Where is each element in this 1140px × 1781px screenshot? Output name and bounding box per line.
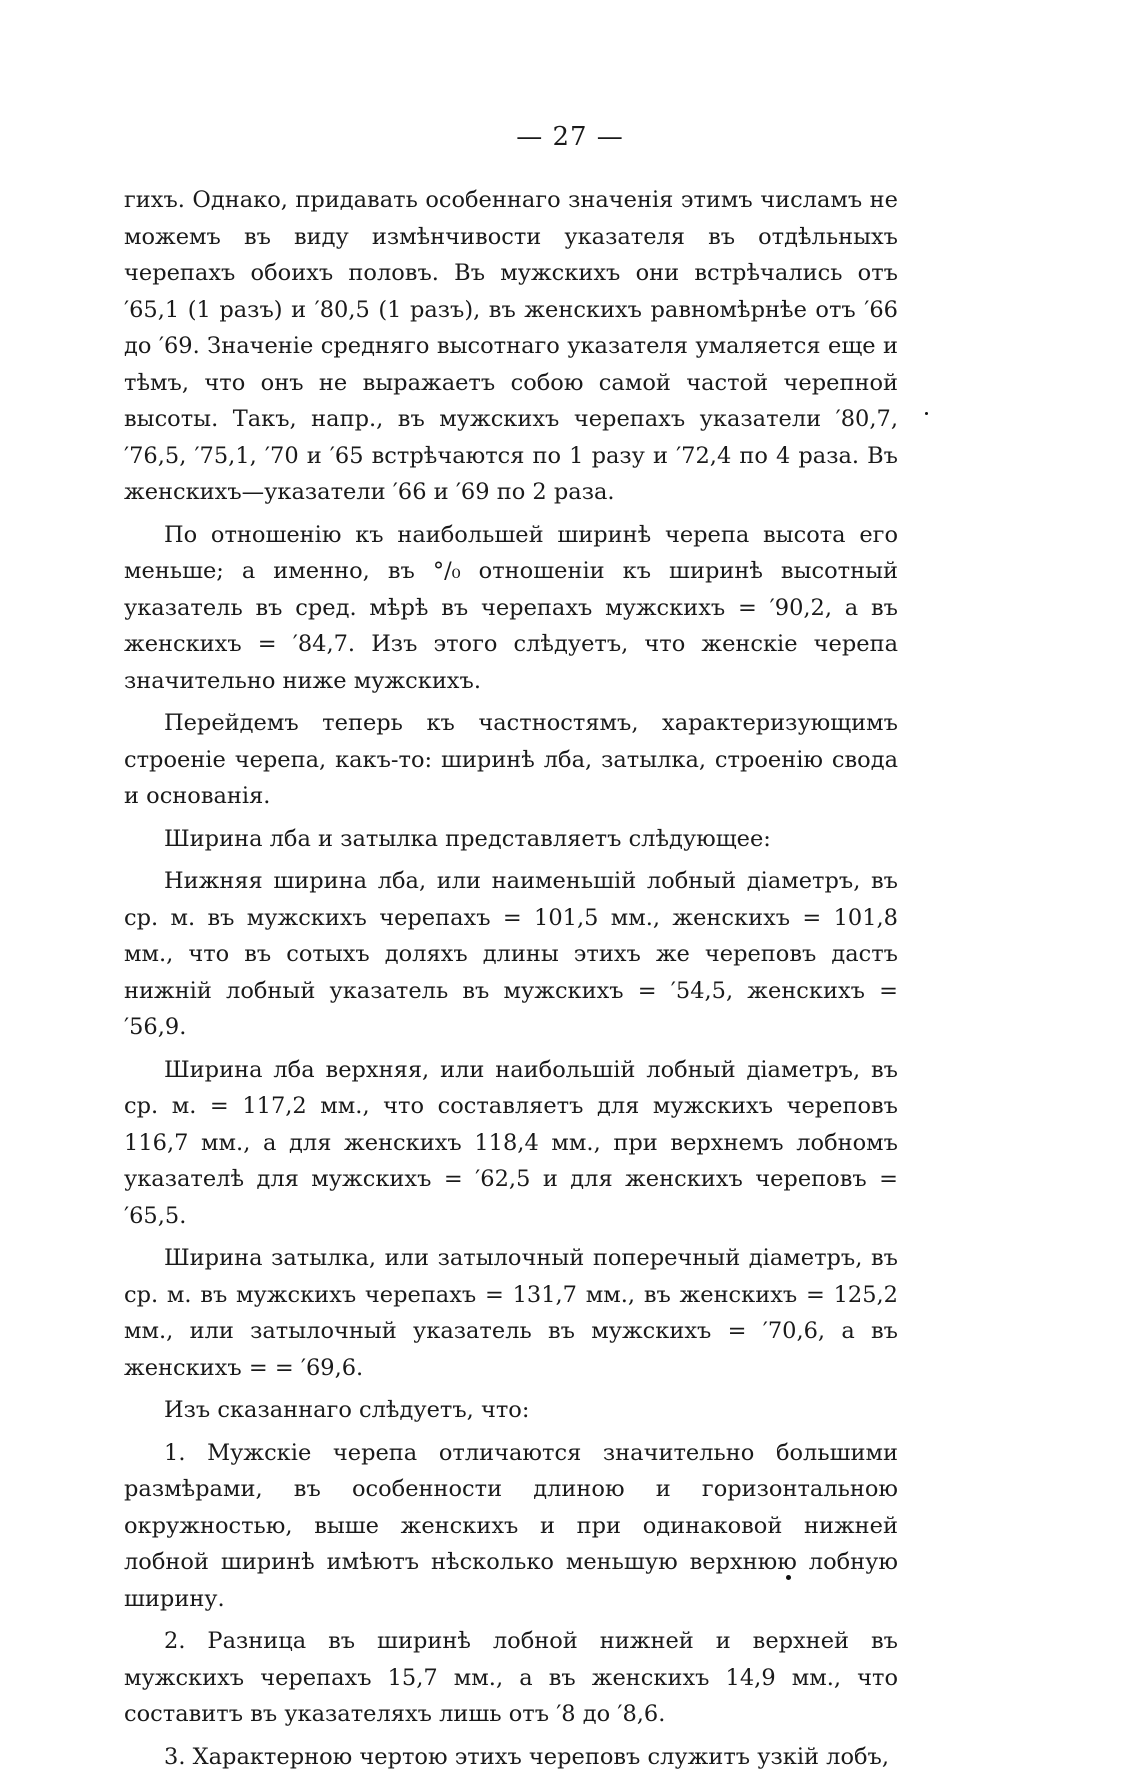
paragraph-5: Нижняя ширина лба, или наименьшій лобный діаметръ, въ ср. м. въ мужскихъ черепахъ = 101,5 мм., женскихъ = 101,8 мм., что въ сотыхъ доляхъ длины этихъ же череповъ дастъ нижній лобный указатель въ мужскихъ = ′54,5, женскихъ = ′56,9.: [124, 868, 898, 1040]
scan-speck: [925, 412, 928, 415]
paragraph-7: Ширина затылка, или затылочный поперечный діаметръ, въ ср. м. въ мужскихъ черепахъ = 131,7 мм., въ женскихъ = 125,2 мм., или затылочный указатель въ мужскихъ = ′70,6, а въ женскихъ = = ′69,6.: [124, 1245, 898, 1381]
paragraph-11: 3. Характерною чертою этихъ череповъ служитъ узкій лобъ,: [164, 1743, 890, 1770]
scan-speck: [786, 1575, 791, 1580]
paragraph-10: 2. Разница въ ширинѣ лобной нижней и верхней въ мужскихъ черепахъ 15,7 мм., а въ женскихъ 14,9 мм., что составитъ въ указателяхъ лишь отъ ′8 до ′8,6.: [124, 1628, 898, 1727]
paragraph-3: Перейдемъ теперь къ частностямъ, характеризующимъ строеніе черепа, какъ-то: ширинѣ лба, затылка, строенію свода и основанія.: [124, 710, 898, 809]
paragraph-6: Ширина лба верхняя, или наибольшій лобный діаметръ, въ ср. м. = 117,2 мм., что составляетъ для мужскихъ череповъ 116,7 мм., а для женскихъ 118,4 мм., при верхнемъ лобномъ указателѣ для мужскихъ = ′62,5 и для женскихъ череповъ = ′65,5.: [124, 1056, 898, 1229]
paragraph-8: Изъ сказаннаго слѣдуетъ, что:: [164, 1397, 530, 1423]
body-text: [124, 182, 898, 1781]
paragraph-4: Ширина лба и затылка представляетъ слѣдующее:: [164, 825, 771, 852]
paragraph-9: 1. Мужскіе черепа отличаются значительно большими размѣрами, въ особенности длиною и горизонтальною окружностью, выше женскихъ и при одинаковой нижней лобной ширинѣ имѣютъ нѣсколько меньшую верхнюю лобную ширину.: [124, 1439, 898, 1612]
page-number: — 27 —: [516, 122, 624, 152]
paragraph-1: гихъ. Однако, придавать особеннаго значенія этимъ числамъ не можемъ въ виду измѣнчивости указателя въ отдѣльныхъ черепахъ обоихъ половъ. Въ мужскихъ они встрѣчались отъ ′65,1 (1 разъ) и ′80,5 (1 разъ), въ женскихъ равномѣрнѣе отъ ′66 до ′69. Значеніе средняго высотнаго указателя умаляется еще и тѣмъ, что онъ не выражаетъ собою самой частой черепной высоты. Такъ, напр., въ мужскихъ черепахъ указатели ′80,7, ′76,5, ′75,1, ′70 и ′65 встрѣчаются по 1 разу и ′72,4 по 4 раза. Въ женскихъ—указатели ′66 и ′69 по 2 раза.: [124, 187, 898, 505]
paragraph-2: По отношенію къ наибольшей ширинѣ черепа высота его меньше; а именно, въ °/₀ отношеніи къ ширинѣ высотный указатель въ сред. мѣрѣ въ черепахъ мужскихъ = ′90,2, а въ женскихъ = ′84,7. Изъ этого слѣдуетъ, что женскіе черепа значительно ниже мужскихъ.: [124, 521, 898, 694]
